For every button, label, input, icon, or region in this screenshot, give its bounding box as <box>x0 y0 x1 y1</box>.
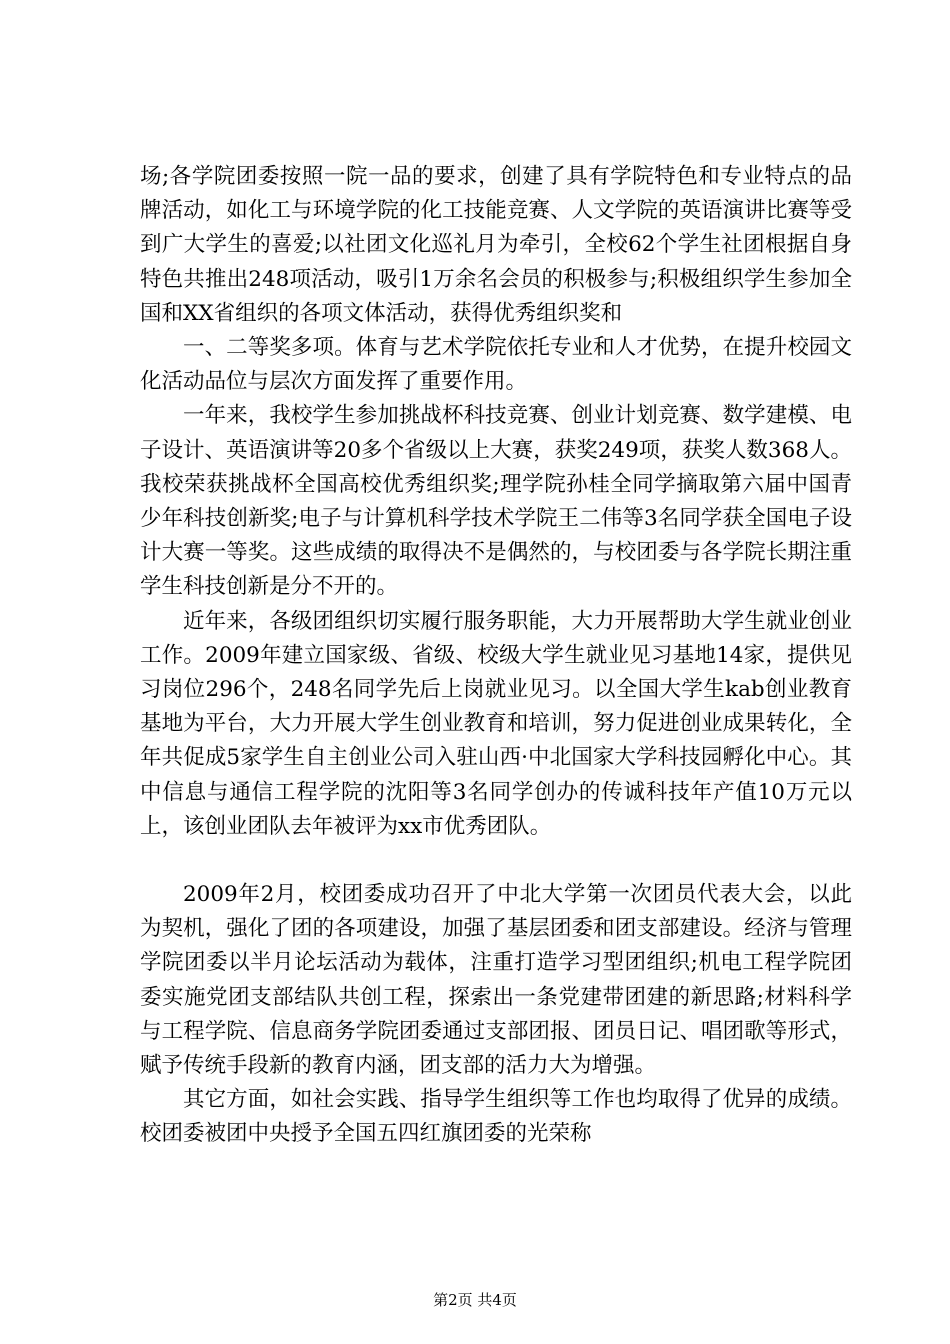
paragraph-1: 场;各学院团委按照一院一品的要求，创建了具有学院特色和专业特点的品牌活动，如化工与环境学院的化工技能竞赛、人文学院的英语演讲比赛等受到广大学生的喜爱;以社团文化巡礼月为牵引，全校62个学生社团根据自身特色共推出248项活动，吸引1万余名会员的积极参与;积极组织学生参加全国和XX省组织的各项文体活动，获得优秀组织奖和 <box>140 164 852 326</box>
paragraph-4: 近年来，各级团组织切实履行服务职能，大力开展帮助大学生就业创业工作。2009年建立国家级、省级、校级大学生就业见习基地14家，提供见习岗位296个，248名同学先后上岗就业见习。以全国大学生kab创业教育基地为平台，大力开展大学生创业教育和培训，努力促进创业成果转化，全年共促成5家学生自主创业公司入驻山西·中北国家大学科技园孵化中心。其中信息与通信工程学院的沈阳等3名同学创办的传诚科技年产值10万元以上，该创业团队去年被评为xx市优秀团队。 <box>140 608 852 839</box>
document-body <box>140 160 852 1152</box>
paragraph-spacer <box>140 844 852 878</box>
paragraph-5: 2009年2月，校团委成功召开了中北大学第一次团员代表大会，以此为契机，强化了团的各项建设，加强了基层团委和团支部建设。经济与管理学院团委以半月论坛活动为载体，注重打造学习型团组织;机电工程学院团委实施党团支部结队共创工程，探索出一条党建带团建的新思路;材料科学与工程学院、信息商务学院团委通过支部团报、团员日记、唱团歌等形式，赋予传统手段新的教育内涵，团支部的活力大为增强。 <box>140 882 852 1079</box>
paragraph-2: 一、二等奖多项。体育与艺术学院依托专业和人才优势，在提升校园文化活动品位与层次方面发挥了重要作用。 <box>140 335 852 395</box>
page-footer: 第2页 共4页 <box>433 1291 517 1309</box>
paragraph-3: 一年来，我校学生参加挑战杯科技竞赛、创业计划竞赛、数学建模、电子设计、英语演讲等20多个省级以上大赛，获奖249项，获奖人数368人。我校荣获挑战杯全国高校优秀组织奖;理学院孙桂全同学摘取第六届中国青少年科技创新奖;电子与计算机科学技术学院王二伟等3名同学获全国电子设计大赛一等奖。这些成绩的取得决不是偶然的，与校团委与各学院长期注重学生科技创新是分不开的。 <box>140 403 852 600</box>
paragraph-6: 其它方面，如社会实践、指导学生组织等工作也均取得了优异的成绩。校团委被团中央授予全国五四红旗团委的光荣称 <box>140 1087 852 1147</box>
